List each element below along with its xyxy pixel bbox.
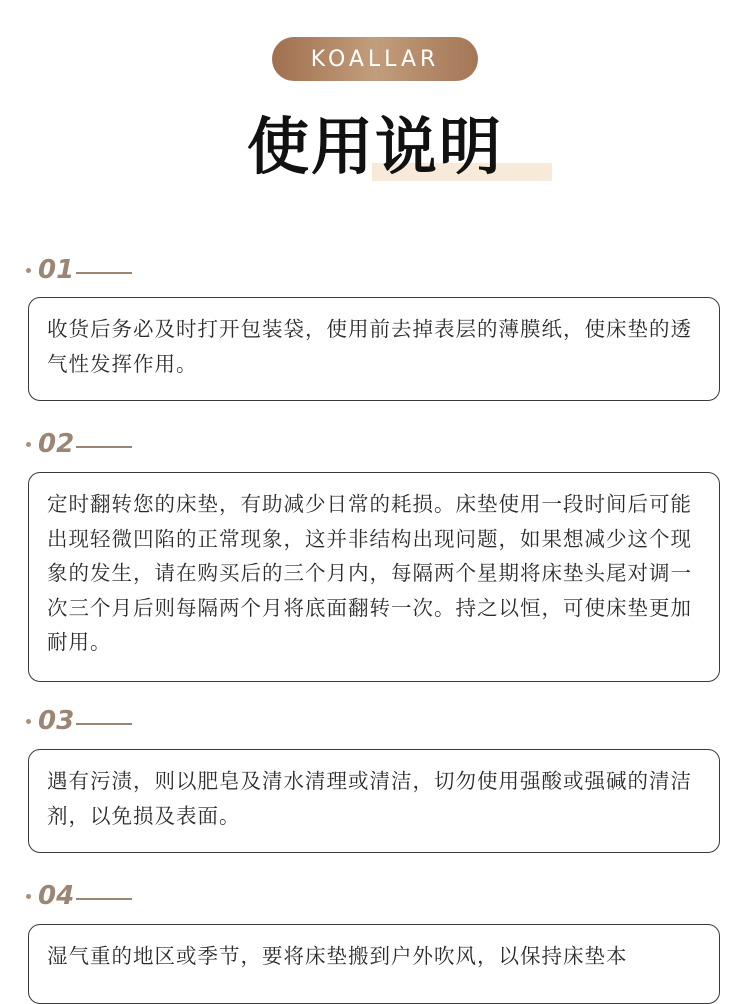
instruction-text: 收货后务必及时打开包装袋，使用前去掉表层的薄膜纸，使床垫的透气性发挥作用。	[47, 317, 692, 376]
step-dot	[26, 442, 31, 447]
page-title: 使用说明	[246, 110, 503, 183]
instruction-card-02	[28, 472, 720, 682]
step-dot	[26, 719, 31, 724]
step-header-03	[26, 703, 132, 739]
instruction-text: 定时翻转您的床垫，有助减少日常的耗损。床垫使用一段时间后可能出现轻微凹陷的正常现象，这并非结构出现问题，如果想减少这个现象的发生，请在购买后的三个月内，每隔两个星期将床垫头尾对调一次三个月后则每隔两个月将底面翻转一次。持之以恒，可使床垫更加耐用。	[47, 492, 692, 654]
instruction-card-04	[28, 924, 720, 1004]
brand-logo-pill	[272, 37, 478, 81]
step-number: 03	[38, 706, 75, 736]
brand-name: KOALLAR	[310, 46, 440, 72]
page-title-block	[0, 105, 750, 195]
step-divider-line	[76, 898, 132, 900]
step-dot	[26, 894, 31, 899]
step-divider-line	[76, 446, 132, 448]
step-number: 01	[38, 255, 75, 285]
step-divider-line	[76, 272, 132, 274]
step-header-02	[26, 426, 132, 462]
step-header-04	[26, 878, 132, 914]
instruction-text: 遇有污渍，则以肥皂及清水清理或清洁，切勿使用强酸或强碱的清洁剂，以免损及表面。	[47, 769, 692, 828]
step-number: 02	[38, 429, 75, 459]
step-divider-line	[76, 723, 132, 725]
step-header-01	[26, 252, 132, 288]
instruction-text: 湿气重的地区或季节，要将床垫搬到户外吹风，以保持床垫本	[47, 944, 628, 968]
step-number: 04	[38, 881, 75, 911]
instruction-card-01	[28, 297, 720, 401]
step-dot	[26, 268, 31, 273]
instruction-card-03	[28, 749, 720, 853]
